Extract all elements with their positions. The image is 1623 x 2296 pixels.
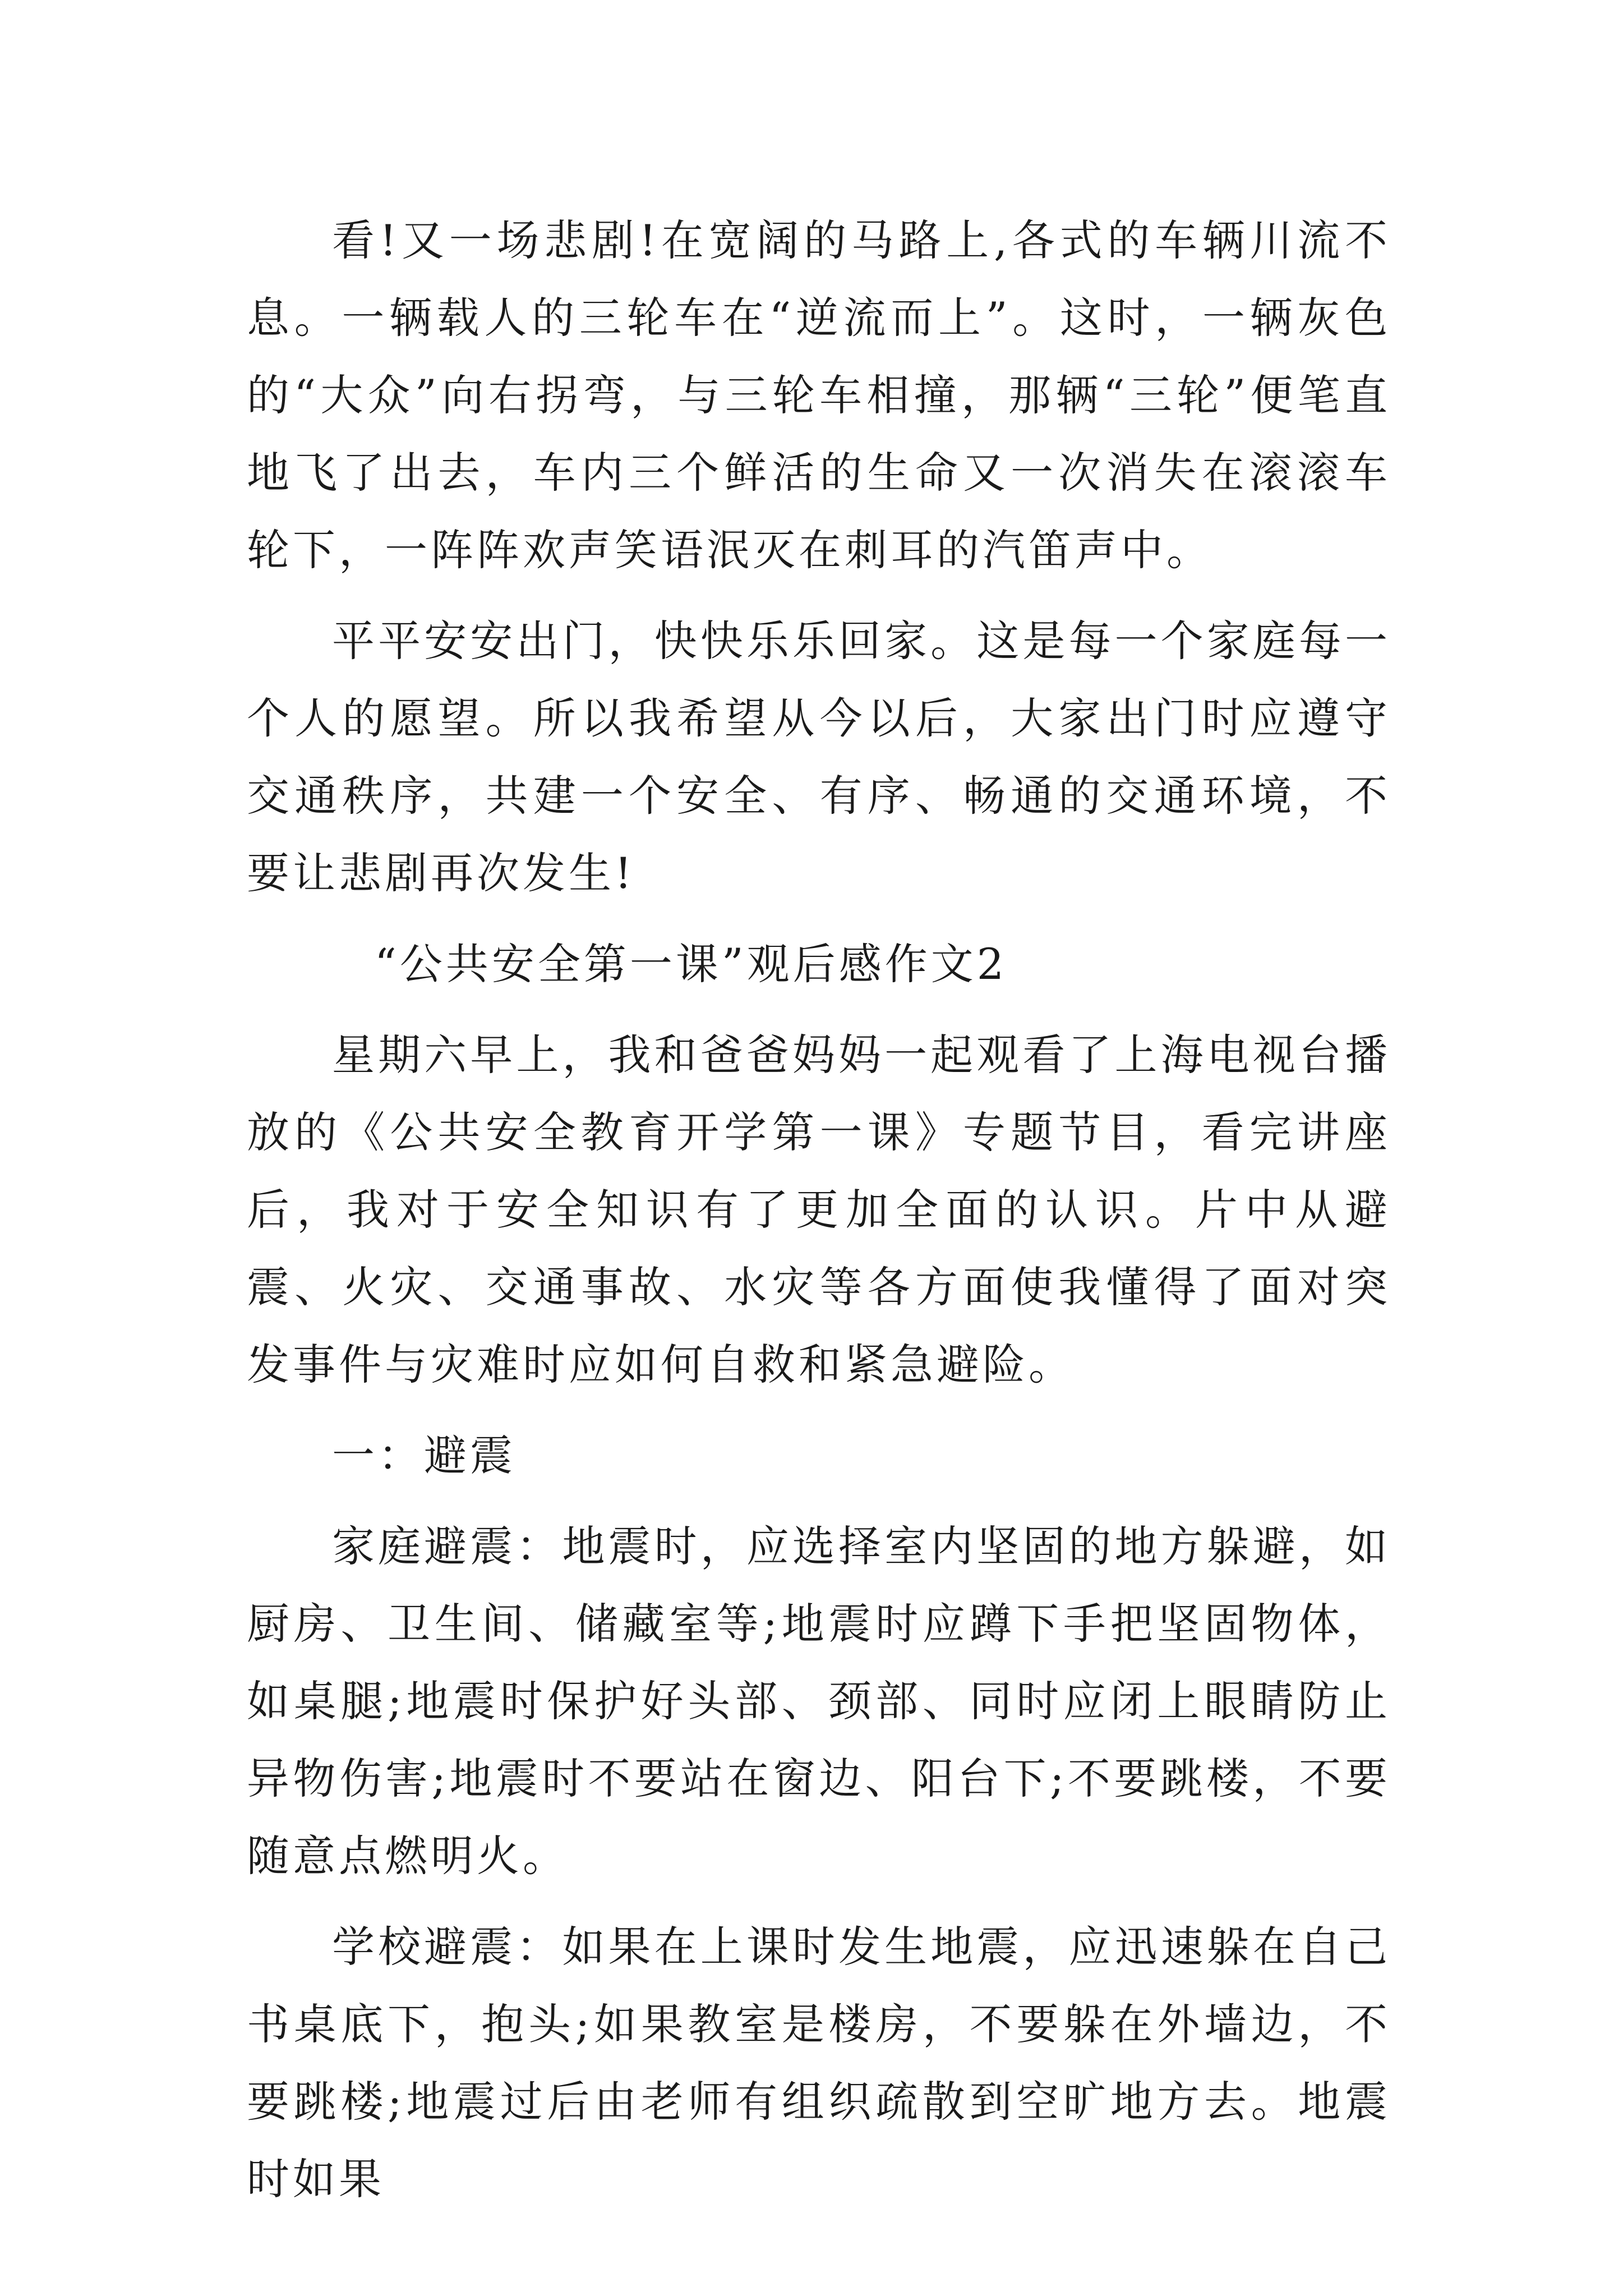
paragraph-school-earthquake: 学校避震：如果在上课时发生地震，应迅速躲在自己书桌底下，抱头;如果教室是楼房，不要躲在外墙边，不要跳楼;地震过后由老师有组织疏散到空旷地方去。地震时如果: [247, 1922, 1391, 2204]
paragraph-safe-travel-wish: 平平安安出门，快快乐乐回家。这是每一个家庭每一个人的愿望。所以我希望从今以后，大家出门时应遵守交通秩序，共建一个安全、有序、畅通的交通环境，不要让悲剧再次发生!: [247, 616, 1391, 898]
essay-title: “公共安全第一课”观后感作文2: [375, 939, 1008, 989]
paragraph-traffic-accident: 看!又一场悲剧!在宽阔的马路上,各式的车辆川流不息。一辆载人的三轮车在“逆流而上”。这时，一辆灰色的“大众”向右拐弯，与三轮车相撞，那辆“三轮”便笔直地飞了出去，车内三个鲜活的生命又一次消失在滚滚车轮下，一阵阵欢声笑语泯灭在刺耳的汽笛声中。: [247, 215, 1391, 575]
paragraph-program-intro: 星期六早上，我和爸爸妈妈一起观看了上海电视台播放的《公共安全教育开学第一课》专题节目，看完讲座后，我对于安全知识有了更加全面的认识。片中从避震、火灾、交通事故、水灾等各方面使我懂得了面对突发事件与灾难时应如何自救和紧急避险。: [247, 1030, 1391, 1389]
document-body: [247, 202, 1391, 2231]
section-heading-earthquake: 一：避震: [332, 1430, 516, 1480]
paragraph-home-earthquake: 家庭避震：地震时，应选择室内坚固的地方躲避，如厨房、卫生间、储藏室等;地震时应蹲下手把坚固物体，如桌腿;地震时保护好头部、颈部、同时应闭上眼睛防止异物伤害;地震时不要站在窗边、阳台下;不要跳楼，不要随意点燃明火。: [247, 1521, 1391, 1881]
